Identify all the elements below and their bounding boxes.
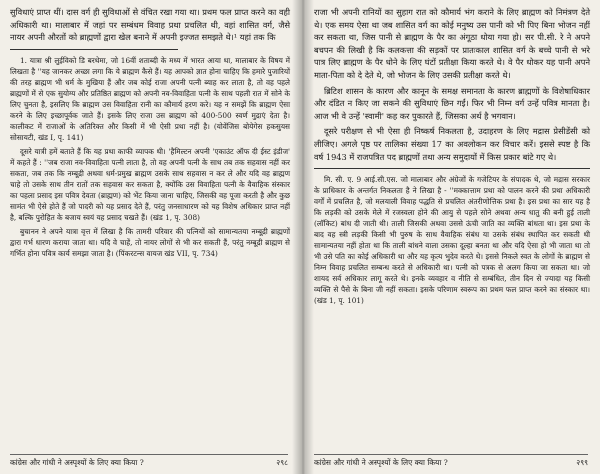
page-number: २९९ [576,458,588,467]
right-paragraph-2: ब्रिटिश शासन के कारण और कानून के समक्ष समानता के कारण ब्राह्मणों के विशेषाधिकार और दंडित न किए जा सकने की सुविधाएं छिन गईं। फिर भी निम्न वर्ग उन्हें पवित्र मानता है। आज भी वे उन्हें 'स्वामी' कह कर पुकारते हैं, जिसका अर्थ है भगवान। [314,85,590,121]
right-footnote-1: मि. सी. ए. 9 आई.सी.एस. जो मालाबार और अंग्रेजों के गजेटियर के संपादक थे, जो मद्रास सरकार के प्राधिकार के अन्तर्गत निकलता है ने लिखा है - ''मक्कात्ताम प्रथा को पालन करने की प्रथा अधिकारी वर्गों में प्रचलित है, जो मलयाली विवाह पद्धति से प्रचलित अंतरीणोत्तिक प्रथा है। इस प्रथा का सार यह है कि लड़की को उसके मेले में रजस्वला होने की आयु से पहले सोने अथवा अन्य धातु की बनी हुई ताली (लॉकिट) बांध दी जाती थी। ताली जिसकी अथवा उससे ऊंची जाति का व्यक्ति बांधता था। इस प्रथा के बाद वह स्त्री लड़की किसी भी पुरुष के साथ वैवाहिक संबंध या उसके संबंध स्थापित कर सकती थी सामान्यतया नहीं होता था कि ताली बांधने वाला उसका दूल्हा बनता था और यदि ऐसा हो भी जाता था तो भी उसे पति का कोई अधिकारी था और यह कृत्य भुदेव करते थे। इससे निकले स्वत के लोगों के ब्राह्मण से निम्न विवाह प्रचलित सम्बन्ध करते से अधिकारी था। पत्नी को पत्रक से अलग किया जा सकता था। जो शायद सर्व अधिकार लागू करते थे। इनके व्यवहार व नीति से सम्बंधित, तीन दिन से ज्यादा यह किसी व्यक्ति से पैसे के बिना जी नहीं सकता। इसके परिणाम स्वरूप का प्रथम फल प्राप्त करने का संस्कार था। (खंड 1, पृ. 101) [314,175,590,306]
right-paragraph-3: दूसरे परीक्षण से भी ऐसा ही निष्कर्ष निकलता है, उदाहरण के लिए मद्रास प्रेसीडेंसी को लीजिए। अगले पृष्ठ पर तालिका संख्या 17 का अवलोकन कर विचार करें। इससे स्पष्ट है कि वर्ष 1943 में राजपत्रित पद ब्राह्मणों तथा अन्य समुदायों में किस प्रकार बांटे गए थे। [314,126,590,162]
left-footnote-3: बुचानन ने अपने यात्रा वृत्त में लिखा है कि तामरी परिवार की पत्नियों को सामान्यतया नम्बूद्री ब्राह्मणों द्वारा गर्भ धारण कराया जाता था। यदि वे चाहें, तो नायर लोगों से भी कर सकती हैं, परंतु नम्बूद्री ब्राह्मण से गर्भित होना पवित्र कार्य समझा जाता है। (पिंकरटन्‍स वायज खंड VII, पृ. 734) [10,226,290,258]
footnote-divider [10,49,178,50]
running-title: कांग्रेस और गांधी ने अस्पृश्यों के लिए क्या किया ? [10,458,144,467]
page-number: २९८ [276,458,288,467]
right-paragraph-1: राजा भी अपनी रानियों का सुहाग रात को कौमार्य भंग कराने के लिए ब्राह्मण को निमंत्रण देते थे। एक समय ऐसा था जब शासित वर्ग का कोई मनुष्य उस पानी को भी पिए बिना भोजन नहीं कर सकता था, जिस पानी से ब्राह्मण के पैर का अंगूठा धोया गया हो। सर पी.सी. रे ने अपने बचपन की लिखी है कि कलकत्ता की सड़कों पर प्रातःकाल शासित वर्ग के बच्चे पानी से भरे पात्र लिए ब्राह्मण के पैर धोने के लिए घंटों प्रतीक्षा किया करते थे। वे पैर धोकर यह पानी अपने माता-पिता को दे देते थे, जो भोजन के लिए उसकी प्रतीक्षा करते थे। [314,7,590,80]
left-footnote-2: दूसरे यात्री हमें बताते हैं कि यह प्रथा काफी व्यापक थी। 'हैमिल्टन अपनी 'एकाउंट ऑफ दी ईस्ट इंडीज' में कहते हैं : ''जब राजा नव-विवाहिता पत्नी लाता है, तो वह अपनी पत्नी के साथ तब तक सहवास नहीं कर सकता, जब तक कि नम्बूद्री अथवा धर्म-प्रमुख ब्राह्मण उसके साथ सहवास न कर ले और यदि वह ब्राह्मण चाहे तो उसके साथ तीन रातों तक सहवास कर सकता है, क्योंकि उस विवाहिता पत्नी के वैवाहिक संस्कार का पहला प्रसाद इस पवित्र देवता (ब्राह्मण) को भेंट किया जाना चाहिए, जिसकी वह पूजा करती है और कुछ सामंत भी ऐसे होते हैं जो पादरी को यह प्रसाद देते हैं, परंतु जनसाधारण को यह विशेष अधिकार प्राप्त नहीं है, बल्कि पुरोहित के बजाय स्वयं यह प्रसाद चखते हैं। (खंड 1, पृ. 308) [10,146,290,222]
running-title: कांग्रेस और गांधी ने अस्पृश्यों के लिए क्या किया ? [314,458,448,467]
right-page [300,0,600,474]
left-footnote-1: 1. यात्रा श्री लुईविको डि बरथेमा, जो 16वीं शताब्दी के मध्य में भारत आया था, मालाबार के विषय में लिखता है ''यह जानकर अच्छा लगा कि ये ब्राह्मण कैसे हैं। यह आपको ज्ञात होना चाहिए कि हमारे पुजारियों की तरह ब्राह्मण भी धर्म के मुखिया हैं और जब कोई राजा अपनी पत्नी ब्याह कर लाता है, तो वह पहले ब्राह्मणों में से एक सुयोग्य और प्रतिष्ठित ब्राह्मण को अपनी नव-विवाहिता पत्नी के साथ पहली रात में सोने के लिए चुनता है, इसलिए कि ब्राह्मण उस विवाहिता रानी का कौमार्य हरण करे। यह न समझें कि ब्राह्मण ऐसा करने के लिए इच्छापूर्वक जाते हैं। इसके लिए राजा उस ब्राह्मण को 400-500 स्वर्ण मुद्राएं देता है। कालीकट में राजाओं के अतिरिक्त और किसी में भी ऐसी प्रथा नहीं है। (योवेंजिस बोयेगेस हकसुयस सोसायटी, खंड I, पृ. 141) [10,55,290,142]
right-page-footer [314,454,588,468]
left-paragraph-1: सुविधाएं प्राप्त थीं। दास वर्ग ही सुविधाओं से वंचित रखा गया था। प्रथम फल प्राप्त करने का वही अधिकारी था। मालाबार में जहां पर सम्बंधम विवाह प्रथा प्रचलित थी, वहां शासित वर्ग, जैसे नायर अपनी औरतों को ब्राह्मणों द्वारा खेल बनाने में अपनी इज्जत समझते थे।¹ यहां तक कि [10,7,290,43]
left-page-footer [10,454,288,468]
footnote-divider [314,168,590,169]
